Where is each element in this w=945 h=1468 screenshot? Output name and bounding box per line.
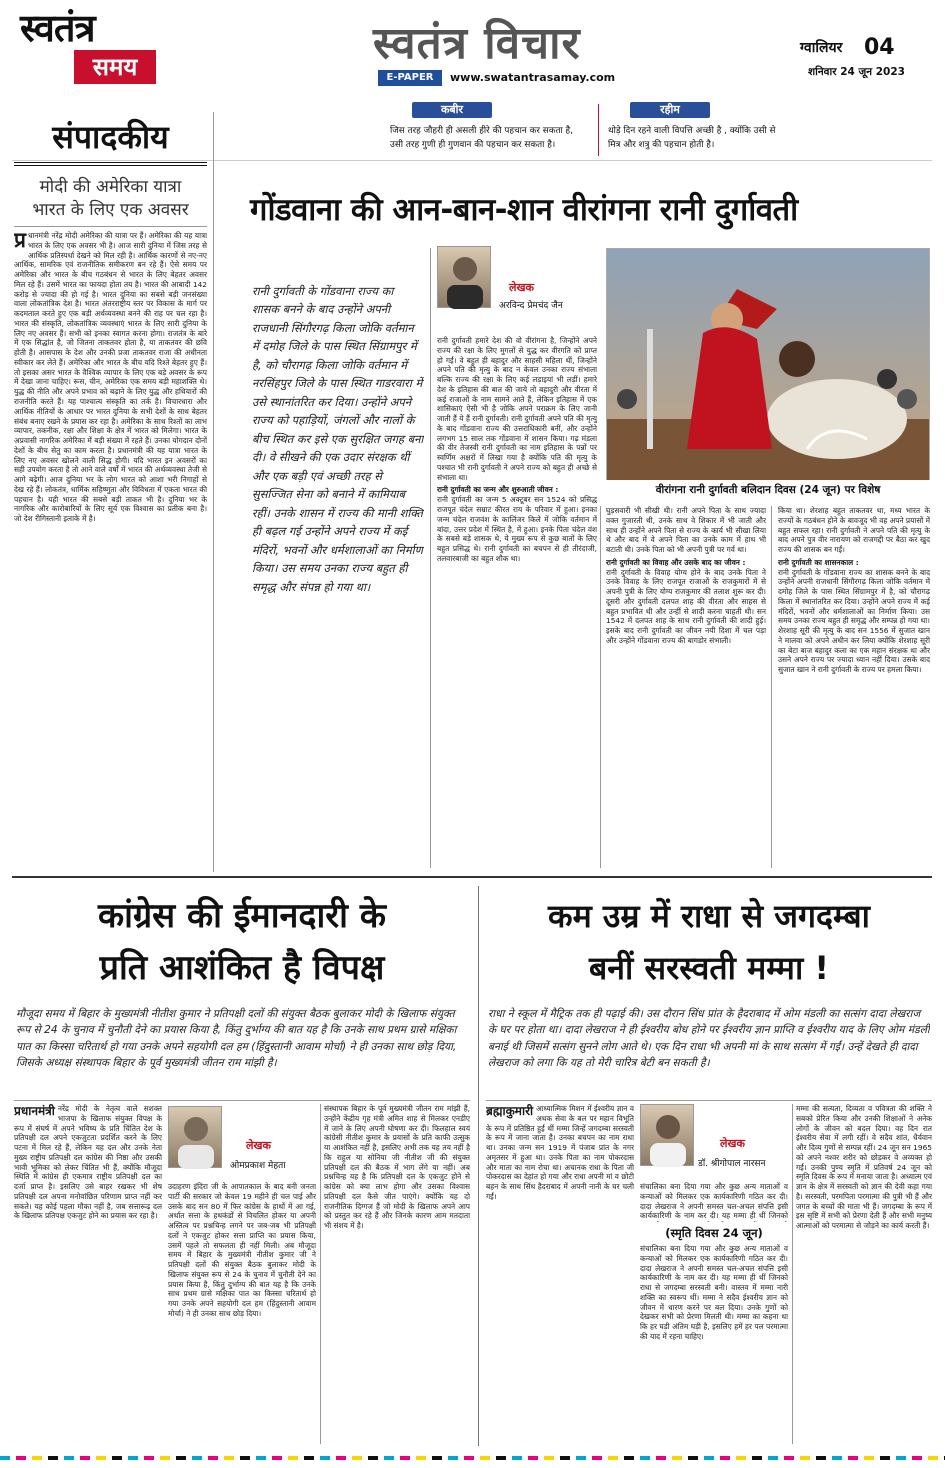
column-rule (478, 886, 479, 1446)
logo-bottom-text: समय (92, 53, 138, 81)
editorial-column (14, 112, 214, 872)
congress-intro: मौजूदा समय में बिहार के मुख्यमंत्री नीतीश कुमार ने प्रतिपक्षी दलों की संयुक्त बैठक बुलाकर मोदी के खिलाफ संयुक्त रूप से 24 के चुनाव में चुनौती देने का प्रयास किया है, किंतु दुर्भाग्य की बात यह है कि उनके साथ प्रथम ग्रासे मक्षिका पात का किस्सा चरितार्थ हो गया उनके अपने सहयोगी दल हम (हिंदुस्तानी आवाम मोर्चा) ने ही उनका साथ छोड़ दिया, जिसके अध्यक्ष संस्थापक बिहार के पूर्व मुख्यमंत्री जीतन राम मांझी है। (16, 1008, 457, 1070)
city-name: ग्वालियर (800, 40, 843, 56)
image-caption: वीरांगना रानी दुर्गावती बलिदान दिवस (24 जून) पर विशेष (606, 480, 930, 500)
editorial-body: प्र धानमंत्री नरेंद्र मोदी अमेरिका की यात्रा पर हैं। अमेरिका की यह यात्रा भारत के लिए एक अवसर भी है। आज सारी दुनिया में जिस तरह से आर्थिक प्रतिस्पर्धा देखने को मिल रही है। आर्थिक कारणों से नए-नए आर्थिक, सामरिक एवं राजनीतिक समीकरण बन रहे हैं। ऐसे समय पर अमेरिका और भारत के बीच गठबंधन से भारत के लिए बेहतर अवसर मिल रहे हैं। उसमें भारत का फायदा होता तय है। भारत की आबादी 142 करोड़ से ज्यादा की हो गई है। भारत दुनिया का सबसे बड़ी जनसंख्या वाला लोकतांत्रिक देश है। भारत अंतरराष्ट्रीय स्तर पर विकास के मार्ग पर कदमताल करते हुए एक बड़ी अर्थव्यवस्था बनने की राह पर चल रहा है। भारत की संस्कृति, लोकतांत्रिक व्यवस्थाएं भारत के लिए सारी दुनिया के लिए नए अवसर हैं। सभी को इनका स्वागत करना होगा। राजतंत्र के बारे में एक सिद्धांत है, जो जितना ताकतवर होता है, या ताकतवर की छवि होती है। आसपास के देश और उनकी प्रजा ताकतवर राजा की अधीनता स्वीकार कर लेते हैं। अमेरिका और भारत के बीच यदि रिश्ते बेहतर हुए हैं। तो इसका असर भारत के वैश्विक व्यापार के लिए एक बड़े अवसर के रूप में देखा जाना चाहिए। रूस, चीन, अमेरिका एक समय बड़ी महाशक्ति थे। युद्ध की नीति और अपने प्रभाव को बढ़ाने के लिए युद्ध और हथियारों की राजनीति करते हैं। यह पाश्चात्य संस्कृति का तर्क है। विचारधारा और आर्थिक नीतियों के आधार पर भारत दुनिया के सभी देशों के साथ बेहतर संबंध बनाए रखने के प्रयास कर रहा है। अमेरिका के साथ रिश्तों का लाभ व्यापार, तकनीक, रक्षा और शिक्षा के क्षेत्र में भारत को मिलेगा। भारत के अप्रवासी नागरिक अमेरिका में बड़ी संख्या में रहते हैं। उनका योगदान दोनों देशों के बीच सेतु का काम करता है। प्रधानमंत्री की यह यात्रा भारत के लिए नए अवसर खोलने वाली सिद्ध होगी। यदि भारत इन अवसरों का सही उपयोग करता है तो आने वाले वर्षों में भारत की अर्थव्यवस्था तेजी से आगे बढ़ेगी। आज दुनिया भर के लोग भारत को आशा भरी निगाहों से देख रहे हैं। लोकतंत्र, धार्मिक सहिष्णुता और विविधता में एकता भारत की पहचान है। यही भारत की सबसे बड़ी ताकत भी है। दुनिया भर के नागरिक और कारोबारियों के लिए सूर्य एक विश्वास का प्रतीक बना है। जो देश रीगिस्तानी इलाके में है। (14, 231, 207, 524)
pull-quote: रानी दुर्गावती के गोंडवाना राज्य का शासक बनने के बाद उन्होंने अपनी राजधानी सिंगौरगढ़ किला जोकि वर्तमान में दमोह जिले के पास स्थित सिंग्रामपुर में है, को चौरागढ़ किला जोकि वर्तमान में नरसिंहपुर जिले के पास स्थित गाडरवारा में उसे स्थानांतरित कर दिया। उन्होंने अपने राज्य को पहाड़ियों, जंगलों और नालों के बीच स्थित कर इसे एक सुरक्षित जगह बना दी। वे सीखने की एक उदार संरक्षक थीं और एक बड़ी एवं अच्छी तरह से सुसज्जित सेना को बनाने में कामियाब रहीं। उनके शासन में राज्य की मानी शक्ति ही बढ़ल गई उन्होंने अपने राज्य में कई मंदिरों, भवनों और धर्मशालाओं का निर्माण किया। उस समय उनका राज्य बहुत ही समृद्ध और संपन्न हो गया था। (252, 284, 424, 594)
page-number: 04 (864, 35, 895, 60)
website-link[interactable]: www.swatantrasamay.com (450, 71, 616, 84)
feature-image (606, 248, 930, 498)
quote-text-line: उसी तरह गुणी ही गुणवान की पहचान कर सकता है। (390, 140, 556, 150)
subheading: रानी दुर्गावती का शासनकाल : (778, 557, 859, 567)
column-rule (430, 248, 431, 868)
logo[interactable] (20, 8, 160, 90)
feature-column-2: घुड़सवारी भी सीखी थी। रानी अपने पिता के साथ ज्यादा वक्त गुजारती थी, उनके साथ वे शिकार में भी जाती और साथ ही उन्होंने अपने पिता से राज्य के कार्य भी सीखा लिया थे और बाद में वे अपने पिता का उनके काम में हाथ भी बटाती थी। उनके पिता को भी अपनी पुत्री पर गर्व था। रानी दुर्गावती का विवाह और उसके बाद का जीवन : रानी दुर्गावती के विवाह योग्य होने के बाद उनके पिता ने उनके विवाह के लिए राजपूत राजाओं के राजकुमारों में से अपनी पुत्री के लिए योग्य राजकुमार की तलाश शुरू कर दी। दूसरी और दुर्गावती दलपत शाह की वीरता और साहस से बहुत प्रभावित थी और उन्हीं से शादी करना चाहती थी। सन 1542 में दलपत शाह के साथ रानी दुर्गावती की शादी हुई। इसके बाद रानी दुर्गावती का जीवन नयी दिशा में चल पड़ा और उन्होंने गोंडवाना राज्य की बागडोर संभाली। (606, 506, 766, 645)
author-card-congress (168, 1106, 316, 1176)
congress-headline: कांग्रेस की ईमानदारी के प्रति आशंकित है विपक्ष (98, 896, 386, 988)
masthead (0, 0, 945, 95)
subheading: रानी दुर्गावती का जन्म और शुरुआती जीवन : (437, 485, 559, 495)
issue-date: शनिवार 24 जून 2023 (808, 66, 905, 78)
mamma-column-3: मम्मा की सत्यता, दिव्यता व पवित्रता की शक्ति ने सबको प्रेरित किया और उनकी शिक्षाओं ने अनेक लोगों के जीवन को बदल दिया। वह दिन रात ईश्वरीय सेवा में लगी रहीं। वे सदैव शांत, धैर्यवान और दिव्य गुणों से सम्पन्न रहीं। 24 जून सन 1965 को अपने नश्वर शरीर को छोड़कर वे अव्यक्त हो गईं। उनकी पुण्य स्मृति में प्रतिवर्ष 24 जून को स्मृति दिवस के रूप में मनाया जाता है। अध्यात्म एवं ज्ञान के क्षेत्र में सरस्वती को ज्ञान की देवी कहा गया है। सरस्वती, परमपिता परमात्मा की पुत्री भी हैं और जगत के बच्चों की माता भी हैं। जगदम्बा के रूप में इस सृष्टि में सभी को प्रेरणा देती हैं और सभी मनुष्य आत्माओं को परमात्मा से जोड़ने का कार्य करती हैं। (796, 1104, 932, 1231)
editorial-rule (14, 226, 207, 227)
mamma-subhead: (स्मृति दिवस 24 जून) (665, 1226, 763, 1240)
author-name: डॉ. श्रीगोपाल नारसन (698, 1159, 766, 1169)
editorial-section-title: संपादकीय (14, 112, 207, 166)
quote-author-tab (630, 102, 710, 118)
divider (486, 1100, 932, 1101)
quote-author: रहीम (660, 103, 680, 116)
quote-rahim (608, 102, 808, 157)
author-card-feature (437, 246, 597, 316)
column-rule (792, 1104, 793, 1444)
quote-text-line: जिस तरह जौहरी ही असली हीरे की पहचान कर सकता है, (390, 126, 574, 136)
quote-author-tab (412, 102, 492, 118)
divider (14, 1100, 470, 1101)
quote-text-line: मित्र और शत्रु की पहचान होती है। (608, 140, 715, 150)
feature-column-1: रानी दुर्गावती हमारे देश की वो वीरांगना है, जिन्होंने अपने राज्य की रक्षा के लिए मुगलों से युद्ध कर वीरगति को प्राप्त हो गईं। वे बहुत ही बहादुर और साहसी महिला थीं, जिन्होंने अपने पति की मृत्यु के बाद न केवल उनका राज्य संभाला बल्कि राज्य की रक्षा के लिए कई लड़ाइयां भी लड़ीं। हमारे देश के इतिहास की बात की जाये तो बहादुरी और वीरता में कई राजाओं के नाम सामने आते हैं, लेकिन इतिहास में एक शासिकाएं ऐसी भी है जोकि अपने पराक्रम के लिए जानी जाती हैं ये हैं रानी दुर्गावती। रानी दुर्गावती अपने पति की मृत्यु के बाद गोंडवाना राज्य की उत्तराधिकारी बनीं, और उन्होंने लगभग 15 साल तक गोंडवाना में शासन किया। गढ़ मंडला की वीर तेजस्वी रानी दुर्गावती का नाम इतिहास के पन्नों पर स्वर्णिम अक्षरों में लिखा गया है क्योंकि पति की मृत्यु के पश्चात भी रानी दुर्गावती ने अपने राज्य को बहुत ही अच्छे से संभाला था। रानी दुर्गावती का जन्म और शुरुआती जीवन : रानी दुर्गावती का जन्म 5 अक्टूबर सन 1524 को प्रसिद्ध राजपूत चंदेल सम्राट कीरत राय के परिवार में हुआ। इनका जन्म चंदेल राजवंश के कालिंजर किले में जोकि वर्तमान में बांदा, उत्तर प्रदेश में स्थित है, में हुआ। इनके पिता चंदेल वंश के सबसे बड़े शासक थे, ये मुख्य रूप से कुछ बातों के लिए बहुत प्रसिद्ध थे। रानी दुर्गावती का बचपन से ही तीरंदाजी, तलवारबाजी का बहुत शौक था। (437, 336, 597, 563)
author-name: अरविन्द प्रेमचंद जैन (499, 301, 563, 311)
author-label: लेखक (509, 281, 534, 294)
quote-text-line: थोड़े दिन रहने वाली विपत्ति अच्छी है , क्योंकि उसी से (608, 126, 776, 136)
author-photo (640, 1104, 694, 1166)
logo-top-text: स्वतंत्र (20, 6, 95, 50)
color-registration-strip (0, 1456, 945, 1460)
mamma-intro: राधा ने स्कूल में मैट्रिक तक ही पढ़ाई की। उस दौरान सिंध प्रांत के हैदराबाद में ओम मंडली का सत्संग दादा लेखराज के घर पर होता था। दादा लेखराज ने ही ईश्वरीय बोध होने पर ईश्वरीय ज्ञान प्राप्ति व ईश्वरीय याद के लिए ओम मंडली बनाई थी जिसमें सत्संग सुनने लोग आते थे। एक दिन राधा भी अपनी मां के साथ सत्संग में गईं। उन्हें देखते ही दादा लेखराज को लगा कि यह तो मेरी चारित्र बेटी बन सकती है। (488, 1008, 930, 1070)
congress-column-2: उदाहरण इंदिरा जी के आपातकाल के बाद बनी जनता पार्टी की सरकार जो केवल 19 महीने ही चल पाई और उसके बाद सन 80 में फिर कांग्रेस के हाथों में आ गई, अर्थात सत्ता के हथकंडों से विचलित होकर या अपनी अस्तित्व पर प्रश्नचिन्ह लगने पर जब-जब भी प्रतिपक्षी दलों ने एकजुट होकर सत्ता प्राप्ति का प्रयास किया, उसमें पहले तो सफलता ही नहीं मिली। अब मौजूदा समय में बिहार के मुख्यमंत्री नीतीश कुमार जी ने प्रतिपक्षी दलों की संयुक्त बैठक बुलाकर मोदी के खिलाफ संयुक्त रूप से 24 के चुनाव में चुनौती देने का प्रयास किया है, किंतु दुर्भाग्य की बात यह है कि उनके साथ प्रथम ग्रासे मक्षिका पात का किस्सा चरितार्थ हो गया उनके अपने सहयोगी दल हम (हिंदुस्तानी आवाम मोर्चा) ने ही उनका साथ छोड़ दिया। (168, 1182, 316, 1318)
page-title: स्वतंत्र विचार (373, 18, 581, 69)
logo-bottom-box (74, 50, 156, 84)
dropcap: प्र (14, 231, 26, 252)
section-rule (12, 876, 932, 878)
quote-divider (598, 104, 599, 156)
mamma-column-2: संचालिका बना दिया गया और कुछ अन्य माताओं व कन्याओं को मिलकर एक कार्यकारिणी गठित कर दी। दादा लेखराज ने अपनी समस्त चल-अचल संपत्ति इसी कार्यकारिणी के नाम कर दी। यह मम्मा ही थीं जिनको राधा से जगदम्बा सरस्वती बनी। वास्तव में मम्मा नारी शक्ति का स्वरूप थीं। मम्मा ने सदैव ईश्वरीय ज्ञान को जीवन में धारण करने पर बल दिया। उनके गुणों को देखकर सभी को प्रेरणा मिलती थी। मम्मा का कहना था कि हर घड़ी अंतिम घड़ी है, इसलिए हमें हर पल परमात्मा की याद में रहना चाहिए। (640, 1244, 788, 1341)
subheading: रानी दुर्गावती का विवाह और उसके बाद का जीवन : (606, 557, 746, 567)
mamma-headline: कम उम्र में राधा से जगदम्बा बनीं सरस्वती मम्मा ! (548, 897, 870, 987)
mamma-column-2-top: संचालिका बना दिया गया और कुछ अन्य माताओं व कन्याओं को मिलकर एक कार्यकारिणी गठित कर दी। दादा लेखराज ने अपनी समस्त चल-अचल संपत्ति इसी कार्यकारिणी के नाम कर दी। यह मम्मा ही थीं जिनको (640, 1182, 788, 1221)
editorial-headline: मोदी की अमेरिका यात्रा भारत के लिए एक अवसर (32, 177, 189, 220)
author-card-mamma (640, 1104, 788, 1174)
dropword: ब्रह्माकुमारी (486, 1104, 534, 1118)
congress-column-1: प्रधानमंत्री नरेंद्र मोदी के नेतृत्व वाले सशक्त भाजपा के खिलाफ संयुक्त विपक्ष के रूप में संघर्ष में अपने भविष्य के प्रति चिंतित देश के प्रतिपक्षी दल अपने एकजुटता प्रदर्शित करने के लिए पटना में मिल रहे हैं, लेकिन यह दल और उनके नेता मुख्य राष्ट्रीय प्रतिपक्षी दल कांग्रेस की निष्ठा और उसकी भावी भूमिका को लेकर चिंतित भी हैं, क्योंकि मौजूदा स्थिति में कांग्रेस ही एकमात्र राष्ट्रीय प्रतिपक्षी दल का दर्जा प्राप्त है। इसलिए उसे बाहर रखकर भी शेष प्रतिपक्षी दल अपना मनोवांछित परिणाम प्राप्त नहीं कर सकते। यह कोई पहला मौका नहीं है, जब सत्तारूढ़ दल के खिलाफ प्रतिपक्ष एकजुट होने का प्रयास कर रहा है। (14, 1104, 162, 1221)
quote-kabir (390, 102, 590, 157)
epaper-badge: E-PAPER (378, 70, 442, 86)
mamma-column-1: ब्रह्माकुमारी आध्यात्मिक मिशन में ईश्वरीय ज्ञान व अथक सेवा के बल पर महान विभूति के रूप में प्रतिष्ठित हुईं थीं मम्मा जिन्हें जगदम्बा सरस्वती के रूप में जाना जाता है। उनका बचपन का नाम राधा था। उनका जन्म सन 1919 में पंजाब प्रांत के नगर अमृतसर में हुआ था। उनके पिता का नाम पोकरदास और माता का नाम रोचा था। अचानक राधा के पिता जी पोकरदास का देहांत हो गया और राधा अपनी मां व छोटी बहन के साथ सिंध हैदराबाद में अपनी नानी के घर चली गईं। (486, 1104, 634, 1201)
feature-headline: गोंडवाना की आन-बान-शान वीरांगना रानी दुर्गावती (250, 192, 798, 228)
congress-column-3: संस्थापक बिहार के पूर्व मुख्यमंत्री जीतन राम मांझी हैं, उन्होंने केंद्रीय गृह मंत्री अमित शाह से मिलकर एनडीए में जाने के लिए अपनी घोषणा कर दी। फिलहाल स्वयं कांग्रेसी नीतीश कुमार के प्रयासों के प्रति काफी उत्सुक या आशंकित नहीं है, इसलिए अभी तक यह तय नहीं है कि राहुल या सोनिया जी नीतीश जी की संयुक्त प्रतिपक्षी दल की बैठक में भाग लेंगे या नहीं। अब प्रश्नचिन्ह यह है कि प्रतिपक्षी दल के एकजुट होने से कांग्रेस को क्या लाभ होगा और उसका विश्वास प्रतिपक्षी दल कैसे जीत पाएंगे। क्योंकि यह दो राजनीतिक दिग्गज हैं जो मोदी के खिलाफ अपने आप को प्रस्तुत कर रहे हैं और जिनके कारण आम मतदाता भी संशय में है। (324, 1104, 470, 1231)
column-rule (600, 506, 601, 868)
author-photo (437, 246, 491, 308)
dropword: प्रधानमंत्री (14, 1104, 55, 1118)
column-rule (771, 506, 772, 868)
quote-author: कबीर (440, 103, 464, 116)
author-photo (168, 1106, 222, 1168)
feature-column-3: किया था। शेरशाह बहुत ताकतवर था, मध्य भारत के राज्यों के गठबंधन होने के बावजूद भी वह अपने प्रयासों में बहुत सफल रहा। रानी दुर्गावती ने अपने पति की मृत्यु के बाद अपने पुत्र वीर नारायण को राजगद्दी पर बैठा कर खुद राज्य की शासक बन गईं। रानी दुर्गावती का शासनकाल : रानी दुर्गावती के गोंडवाना राज्य का शासक बनने के बाद उन्होंने अपनी राजधानी सिंगौरगढ़ किला जोकि वर्तमान में दमोह जिले के पास स्थित सिंग्रामपुर में है, को चौरागढ़ किला में स्थानांतरित कर दिया। उन्होंने अपने राज्य में कई मंदिरों, भवनों और धर्मशालाओं का निर्माण किया। उस समय उनका राज्य बहुत ही समृद्ध और सम्पन्न हो गया था। शेरशाह सूरी की मृत्यु के बाद सन 1556 में सुजात खान ने मालवा को अपने अधीन कर लिया क्योंकि शेरशाह सूरी का बेटा बाज बहादुर कला का एक महान संरक्षक था और उसने अपने राज्य पर ज्यादा ध्यान नहीं दिया। उसके बाद सुजात खान ने रानी दुर्गावती के राज्य पर हमला किया। (778, 506, 930, 675)
author-name: ओमप्रकाश मेहता (230, 1161, 286, 1171)
author-label: लेखक (246, 1139, 271, 1152)
column-rule (320, 1104, 321, 1444)
author-label: लेखक (720, 1137, 745, 1150)
